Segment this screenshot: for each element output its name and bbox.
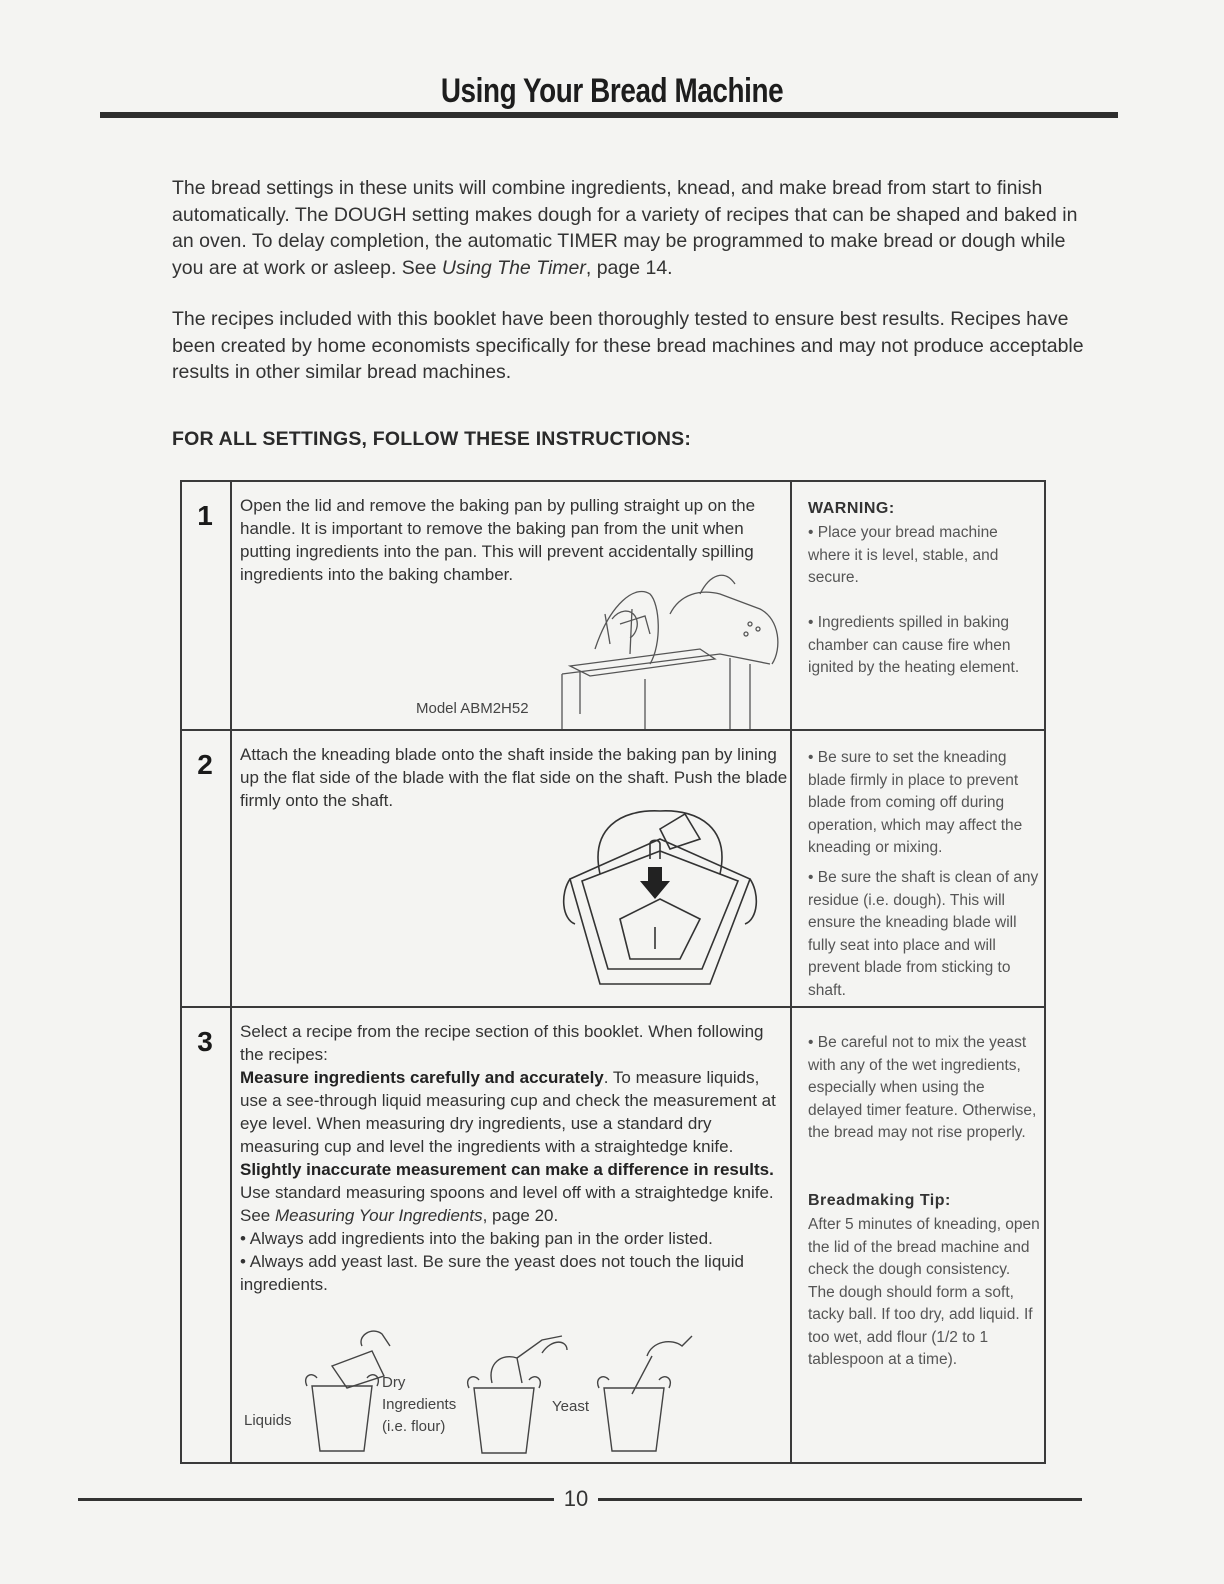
footer-rule-right — [598, 1498, 1082, 1501]
step-number: 1 — [197, 500, 213, 531]
blade-note-2: • Be sure the shaft is clean of any residue (i.e. dough). This will ensure the kneading blade will fully seat into place and will prevent blade from sticking to shaft. — [808, 869, 1039, 999]
breadmaking-tip: After 5 minutes of kneading, open the lid of the bread machine and check the dough consistency. The dough should form a soft, tacky ball. If too dry, add liquid. If too wet, add flour (1/2 to 1 tablespoon at a time). — [808, 1216, 1040, 1368]
step-notes-cell — [792, 482, 1044, 729]
label-dry: Dry — [382, 1374, 406, 1391]
step-row-1 — [182, 482, 1044, 731]
page-number: 10 — [563, 1486, 589, 1511]
spoon-text: Use standard measuring spoons and level off with a straightedge knife. — [240, 1183, 774, 1202]
section-heading: FOR ALL SETTINGS, FOLLOW THESE INSTRUCTIONS: — [172, 428, 692, 450]
step-number-cell — [182, 482, 232, 729]
step-2-text: Attach the kneading blade onto the shaft inside the baking pan by lining up the flat side of the blade with the flat side on the shaft. Push the blade firmly onto the shaft. — [240, 745, 788, 810]
label-flour: (i.e. flour) — [382, 1418, 446, 1435]
step-row-2 — [182, 731, 1044, 1008]
baking-pan-illustration — [560, 799, 760, 999]
accuracy-emphasis: Slightly inaccurate measurement can make a difference in results. — [240, 1160, 774, 1179]
label-yeast: Yeast — [552, 1398, 589, 1415]
yeast-note: • Be careful not to mix the yeast with any of the wet ingredients, especially when using the delayed timer feature. Otherwise, the bread may not rise properly. — [808, 1034, 1037, 1141]
warning-note-1: • Place your bread machine where it is level, stable, and secure. — [808, 524, 999, 586]
label-liquids: Liquids — [244, 1412, 292, 1429]
measure-text: . To measure liquids, use a see-through liquid measuring cup and check the measurement at eye level. When measuring dry ingredients, use a standard dry measuring cup and level the ingredients with a straightedge knife. — [240, 1068, 776, 1156]
label-ingredients: Ingredients — [382, 1396, 457, 1413]
step-number-cell — [182, 731, 232, 1006]
step-instruction-cell — [232, 482, 792, 729]
intro-paragraph-2: The recipes included with this booklet have been thoroughly tested to ensure best results. Recipes have been created by home economists specifically for these bread machines and may not produce acceptable results in other similar bread machines. — [172, 308, 1084, 383]
model-caption: Model ABM2H52 — [416, 700, 529, 717]
step-number-cell — [182, 1008, 232, 1462]
dry-ingredients-pan-icon — [462, 1328, 572, 1458]
warning-heading: WARNING: — [808, 500, 895, 517]
intro-text: The bread settings in these units will combine ingredients, knead, and make bread from start to finish automatically. The DOUGH setting makes dough for a variety of recipes that can be shaped and baked in an oven. To delay completion, the automatic TIMER may be programmed to make bread or dough while you are at work or asleep. See — [172, 177, 1078, 279]
step-number: 2 — [197, 749, 213, 780]
page-title: Using Your Bread Machine — [440, 72, 784, 110]
warning-note-2: • Ingredients spilled in baking chamber can cause fire when ignited by the heating element. — [808, 614, 1020, 676]
footer-rule-left — [78, 1498, 554, 1501]
intro-text-end: , page 14. — [585, 256, 673, 279]
measure-emphasis: Measure ingredients carefully and accurately — [240, 1068, 604, 1087]
instructions-table — [180, 480, 1046, 1464]
step-3-text — [240, 1020, 788, 1296]
tip-heading: Breadmaking Tip: — [808, 1192, 951, 1209]
step-1-text: Open the lid and remove the baking pan by pulling straight up on the handle. It is important to remove the baking pan from the unit when putting ingredients into the pan. This will prevent accidentally spilling ingredients into the baking chamber. — [240, 496, 756, 584]
step-notes-cell — [792, 731, 1044, 1006]
liquid-pan-icon — [302, 1326, 392, 1456]
step-instruction-cell — [232, 1008, 792, 1462]
see-page: , page 20. — [482, 1206, 559, 1225]
step-number: 3 — [197, 1026, 213, 1057]
measuring-reference: Measuring Your Ingredients — [274, 1206, 483, 1225]
step-notes-cell — [792, 1008, 1044, 1462]
yeast-pan-icon — [592, 1326, 702, 1456]
step-3-intro: Select a recipe from the recipe section of this booklet. When following the recipes: — [240, 1022, 764, 1064]
yeast-bullet: • Always add yeast last. Be sure the yeast does not touch the liquid ingredients. — [240, 1252, 744, 1294]
intro-paragraph-1 — [172, 175, 1092, 281]
blade-note-1: • Be sure to set the kneading blade firmly in place to prevent blade from coming off during operation, which may affect the kneading or mixing. — [808, 749, 1023, 856]
step-row-3 — [182, 1008, 1044, 1462]
see-text: See — [240, 1206, 275, 1225]
step-instruction-cell — [232, 731, 792, 1006]
title-rule — [100, 112, 1118, 118]
timer-reference: Using The Timer — [441, 256, 586, 279]
bread-machine-illustration — [550, 554, 790, 729]
order-bullet: • Always add ingredients into the baking pan in the order listed. — [240, 1229, 713, 1248]
